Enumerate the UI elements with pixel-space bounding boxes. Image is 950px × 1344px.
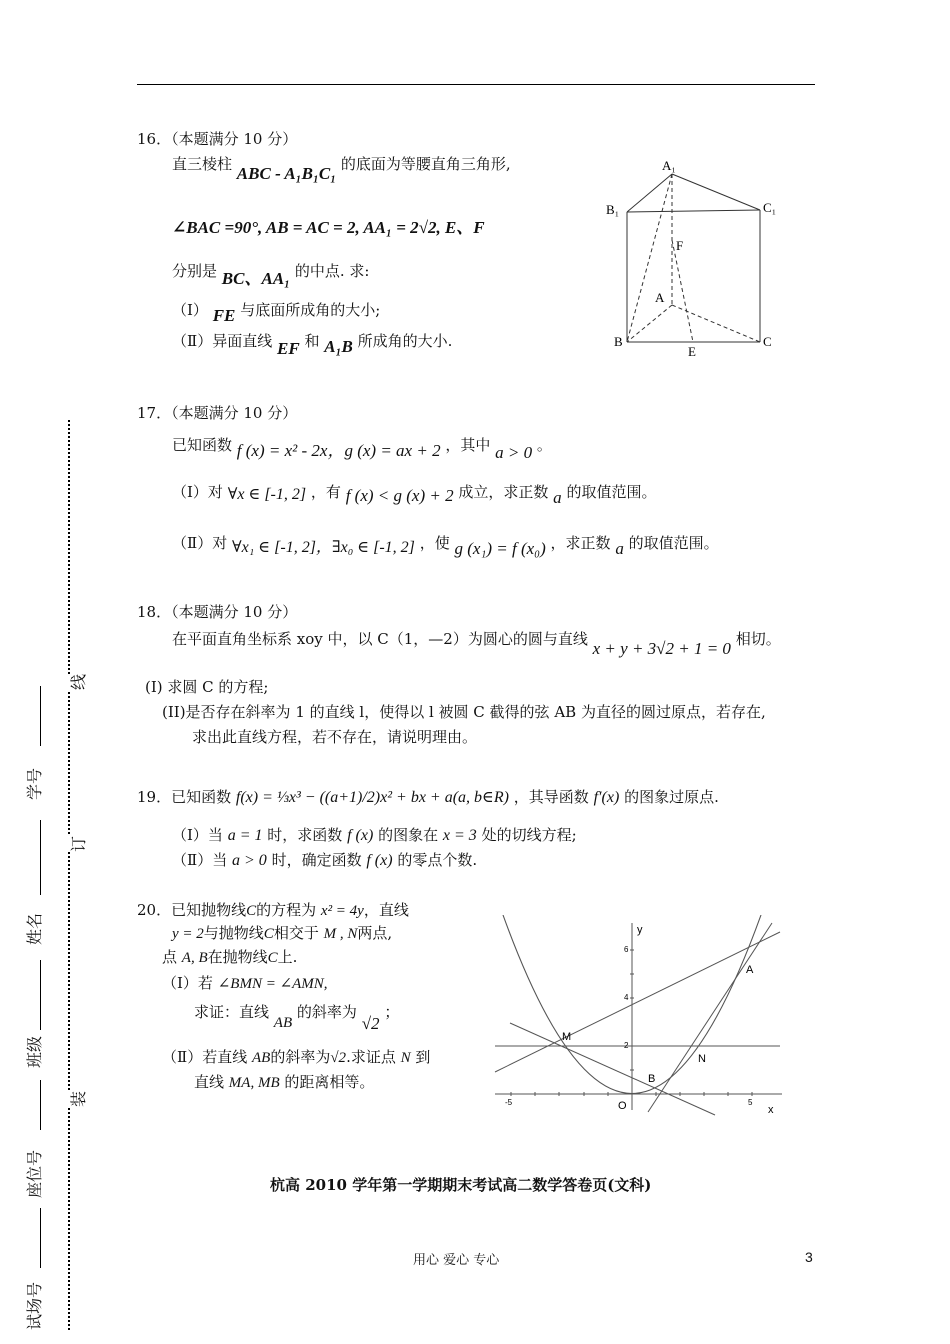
q17-part1-math2: f (x) < g (x) + 2	[345, 486, 454, 505]
q20-line1-mid: 的方程为	[256, 901, 317, 919]
shichanghao-line	[40, 1208, 41, 1268]
edge-a1b-hidden	[627, 174, 672, 342]
q18-line1	[172, 628, 781, 658]
q16-line3-post: 的中点. 求:	[294, 262, 370, 280]
q19-part2-post: 的零点个数.	[397, 851, 478, 869]
xuehao-line	[40, 686, 41, 746]
q17-part1-math: ∀x ∈ [-1, 2]	[227, 486, 307, 503]
label-a: A	[746, 964, 754, 976]
q20-line2-mn: M , N	[323, 926, 358, 942]
q20-part1b-post: ；	[384, 1003, 400, 1021]
label-banji: 班级	[25, 1035, 44, 1068]
q18-line1-post: 相切。	[735, 630, 781, 648]
q20-part1b-pre: 求证：直线	[194, 1003, 270, 1021]
q19-part1-mid: 时，求函数	[267, 826, 343, 844]
label-y: y	[637, 924, 643, 936]
q20-part2-mid: 的斜率为	[270, 1048, 331, 1066]
q17-part2-var: a	[615, 539, 624, 558]
q17-header: 17．（本题满分 10 分）	[137, 404, 298, 422]
label-e: E	[688, 344, 696, 359]
q20-part1-pre: （Ⅰ）若	[162, 974, 213, 992]
q16-part1	[172, 299, 381, 325]
q20-part2-post: 到	[415, 1048, 431, 1066]
q16-part2	[172, 330, 453, 358]
q20-line2-post: 两点,	[357, 924, 393, 942]
binding-ding: 订	[64, 836, 91, 852]
label-zuoweihao: 座位号	[25, 1149, 44, 1198]
q18-line1-text: 在平面直角坐标系 xoy 中，以 C（1，—2）为圆心的圆与直线	[172, 630, 588, 648]
q19-math: f(x) = ⅓x³ − ((a+1)/2)x² + bx + a(a, b∈R)	[235, 789, 509, 806]
binding-zhuang: 装	[64, 1091, 91, 1107]
zuoweihao-line	[40, 1080, 41, 1130]
q20-part2-mid2: .求证点	[346, 1048, 396, 1066]
q20-part2b-post: 的距离相等。	[284, 1073, 375, 1091]
q19-part1-fx: f (x)	[347, 827, 374, 844]
edge-fe-hidden	[672, 240, 693, 342]
q18-part1: (I) 求圆 C 的方程;	[145, 678, 269, 696]
q20-line1-c: C	[246, 903, 257, 919]
q20-line1	[137, 899, 409, 920]
q20-part2b-pre: 直线	[194, 1073, 225, 1091]
q20-line1-pre: 20．已知抛物线	[137, 901, 247, 919]
q16-line3-pre: 分别是	[172, 262, 218, 280]
line-ma	[495, 932, 780, 1072]
label-c1: C₁	[763, 200, 777, 215]
q17-part2-mid2: ，求正数	[550, 534, 611, 552]
q16-part1-math: FE	[212, 306, 236, 325]
q19-part1-mid2: 的图象在	[378, 826, 439, 844]
label-m: M	[562, 1031, 572, 1043]
prism-figure	[590, 150, 800, 365]
q20-part2-ab: AB	[251, 1050, 271, 1066]
footer-title: 杭高 2010 学年第一学期期末考试高二数学答卷页(文科)	[270, 1176, 652, 1194]
q17-part1-var: a	[553, 488, 562, 507]
q20-line2-mid: 与抛物线	[203, 924, 264, 942]
q16-part1-post: 与底面所成角的大小;	[240, 301, 381, 319]
q20-part2-n: N	[400, 1050, 411, 1066]
q17-part2-mid: ，使	[419, 534, 450, 552]
q16-line3-math: BC、AA₁	[221, 269, 291, 288]
xingming-line	[40, 820, 41, 895]
page-number: 3	[805, 1249, 813, 1265]
q19-deriv: f′(x)	[593, 789, 620, 806]
q16-part2-math1: EF	[276, 339, 300, 358]
q19-part1-math2: x = 3	[442, 827, 477, 844]
q18-line1-math: x + y + 3√2 + 1 = 0	[592, 639, 731, 658]
q17-line1-mid: ，其中	[445, 436, 491, 454]
q20-line2	[172, 922, 392, 943]
binding-dotted-line	[68, 420, 70, 1330]
q17-line1-math2: a > 0	[495, 443, 533, 462]
label-x: x	[768, 1104, 774, 1116]
q20-line2-math: y = 2	[172, 926, 204, 942]
label-c: C	[763, 334, 772, 349]
tick-y6: 6	[624, 945, 629, 954]
q17-part2	[172, 530, 719, 558]
label-b: B	[614, 334, 623, 349]
edge-a1c1	[672, 174, 760, 210]
q20-part2	[162, 1046, 430, 1067]
q17-line1-math: f (x) = x² - 2x，g (x) = ax + 2	[236, 441, 441, 460]
q19-part2-fx: f (x)	[366, 852, 393, 869]
edge-ab-hidden	[627, 305, 672, 342]
q19-part1	[172, 824, 577, 845]
q17-line1-post: 。	[536, 436, 552, 454]
tick-y2: 2	[624, 1041, 629, 1050]
q20-part1b-val: √2	[361, 1014, 380, 1033]
line-mb	[510, 1023, 715, 1115]
label-o: O	[618, 1100, 627, 1112]
q16-part1-pre: （Ⅰ）	[172, 301, 208, 319]
binding-xian: 线	[64, 674, 91, 690]
label-xingming: 姓名	[25, 912, 44, 945]
edge-ac-hidden	[672, 305, 760, 342]
q20-part2b-math: MA, MB	[228, 1075, 280, 1091]
q20-part2-pre: （Ⅱ）若直线	[162, 1048, 248, 1066]
parabola-graph	[490, 915, 790, 1120]
label-a: A	[655, 290, 665, 305]
tick-x5: 5	[748, 1098, 753, 1107]
q19-header-post2: 的图象过原点.	[624, 788, 719, 806]
edge-a1b1	[627, 174, 672, 212]
q20-part1b-ab: AB	[273, 1015, 293, 1031]
q16-part2-math2: A₁B	[324, 337, 353, 356]
label-b1: B₁	[606, 202, 620, 217]
q20-line3-c: C	[267, 950, 278, 966]
line-ab	[648, 923, 772, 1112]
label-xuehao: 学号	[25, 767, 44, 800]
q17-line1	[172, 430, 552, 462]
q20-line2-mid2: 相交于	[273, 924, 319, 942]
q19-part2	[172, 849, 477, 870]
q18-part2b: 求出此直线方程，若不存在，请说明理由。	[192, 728, 478, 746]
q16-line1	[172, 153, 511, 183]
q16-line1-pre: 直三棱柱	[172, 155, 233, 173]
q20-part2b	[194, 1071, 374, 1092]
q19-header-post: ，其导函数	[513, 788, 589, 806]
q17-part1-post: 的取值范围。	[566, 483, 657, 501]
q17-part1-mid2: 成立，求正数	[458, 483, 549, 501]
q20-part1b	[194, 1001, 400, 1033]
q19-line1	[137, 786, 719, 807]
label-a1: A₁	[662, 158, 676, 173]
label-b: B	[648, 1073, 656, 1085]
q20-line3-pre: 点	[162, 948, 178, 966]
q16-part2-pre: （Ⅱ）异面直线	[172, 332, 273, 350]
tick-y4: 4	[624, 993, 629, 1002]
q16-line1-post: 的底面为等腰直角三角形,	[340, 155, 511, 173]
q20-part1	[162, 972, 328, 993]
q20-line2-c: C	[263, 926, 274, 942]
q19-part1-pre: （Ⅰ）当	[172, 826, 223, 844]
q18-header: 18．（本题满分 10 分）	[137, 603, 298, 621]
q18-part2: (II)是否存在斜率为 1 的直线 l，使得以 l 被圆 C 截得的弦 AB 为直径的圆过原点，若存在,	[162, 703, 766, 721]
q17-part2-post: 的取值范围。	[628, 534, 719, 552]
q20-part1b-mid: 的斜率为	[296, 1003, 357, 1021]
label-f: F	[676, 238, 684, 253]
label-shichanghao: 试场号	[25, 1281, 44, 1330]
q16-line1-math: ABC - A₁B₁C₁	[236, 164, 337, 183]
q17-part1-pre: （Ⅰ）对	[172, 483, 223, 501]
tick-xneg5: -5	[505, 1098, 513, 1107]
q17-part2-pre: （Ⅱ）对	[172, 534, 228, 552]
q20-line3-ab: A, B	[181, 950, 208, 966]
q16-line3	[172, 256, 370, 288]
edge-b1c1	[627, 210, 760, 212]
q17-part2-math2: g (x₁) = f (x₀)	[454, 539, 546, 558]
q16-header: 16．（本题满分 10 分）	[137, 130, 298, 148]
q19-part1-post: 处的切线方程;	[481, 826, 577, 844]
q20-line3-mid: 在抛物线	[207, 948, 268, 966]
banji-line	[40, 960, 41, 1030]
q17-part1	[172, 481, 657, 507]
q19-part1-math: a = 1	[227, 827, 263, 844]
q20-line1-post: ，直线	[363, 901, 409, 919]
q20-part1-math: ∠BMN = ∠AMN,	[217, 976, 328, 992]
q20-line3-post: 上.	[277, 948, 298, 966]
top-rule	[137, 84, 815, 85]
q19-header-pre: 19．已知函数	[137, 788, 232, 806]
q17-line1-pre: 已知函数	[172, 436, 233, 454]
q20-line1-math: x² = 4y	[320, 903, 364, 919]
q16-part2-mid: 和	[304, 332, 320, 350]
q19-part2-math: a > 0	[231, 852, 267, 869]
q20-part2-val: √2	[330, 1050, 347, 1066]
q20-line3	[162, 946, 297, 967]
q16-part2-post: 所成角的大小.	[357, 332, 453, 350]
q17-part2-math: ∀x₁ ∈ [-1, 2]，∃x₀ ∈ [-1, 2]	[231, 539, 415, 556]
footer-slogan: 用心 爱心 专心	[413, 1253, 500, 1268]
label-n: N	[698, 1053, 706, 1065]
q19-part2-pre: （Ⅱ）当	[172, 851, 228, 869]
q16-line2-math: ∠BAC =90°, AB = AC = 2, AA₁ = 2√2, E、F	[172, 218, 485, 237]
q19-part2-mid: 时，确定函数	[271, 851, 362, 869]
q17-part1-mid: ，有	[310, 483, 341, 501]
